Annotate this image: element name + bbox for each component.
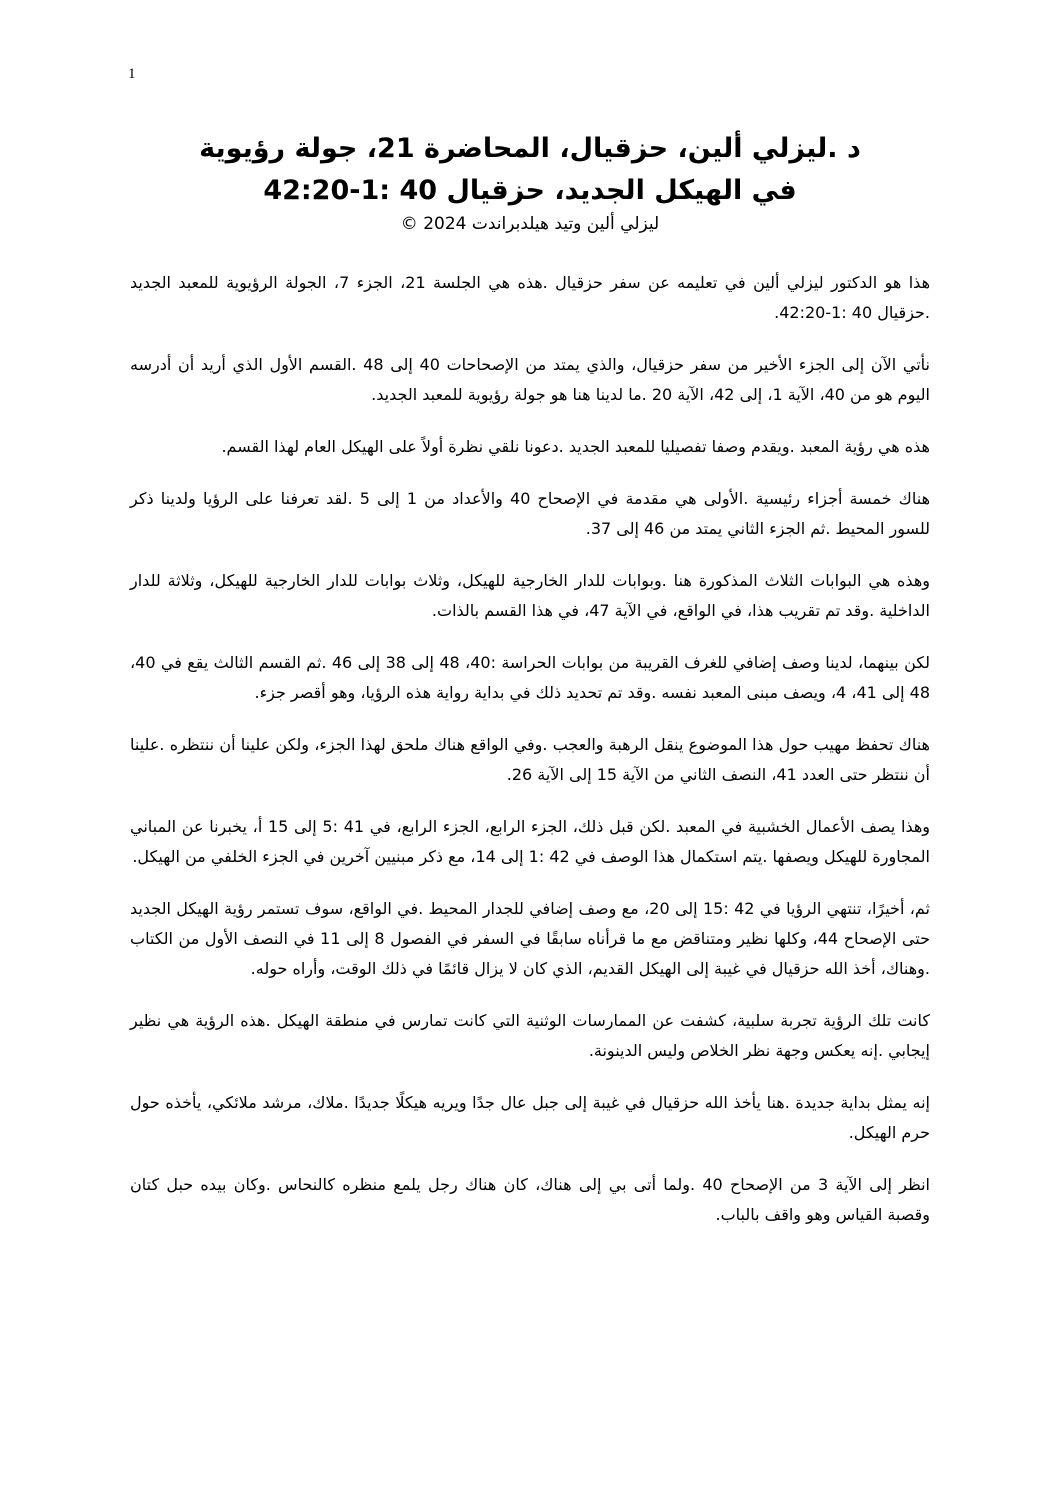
paragraph: وهذا يصف الأعمال الخشبية في المعبد .لكن قبل ذلك، الجزء الرابع، الجزء الرابع، في 41 :5 إلى 15 أ، يخبرنا عن المباني المجاورة للهيكل ويصفها .يتم استكمال هذا الوصف في 42 :1 إلى 14، مع ذكر مبنيين آخرين في الجزء الخلفي من الهيكل. <box>130 817 931 866</box>
copyright-subtitle: ليزلي ألين وتيد هيلدبراندت 2024 © <box>400 214 660 234</box>
paragraph: لكن بينهما، لدينا وصف إضافي للغرف القريبة من بوابات الحراسة :40، 48 إلى 38 إلى 46 .ثم القسم الثالث يقع في 40، 48 إلى 41، 4، ويصف مبنى المعبد نفسه .وقد تم تحديد ذلك في بداية رواية هذه الرؤيا، وهو أقصر جزء. <box>130 653 931 702</box>
paragraph: انظر إلى الآية 3 من الإصحاح 40 .ولما أتى بي إلى هناك، كان هناك رجل يلمع منظره كالنحاس .وكان بيده حبل كتان وقصبة القياس وهو واقف بالباب. <box>130 1175 931 1224</box>
paragraph: وهذه هي البوابات الثلاث المذكورة هنا .وبوابات للدار الخارجية للهيكل، وثلاث بوابات للدار الخارجية للهيكل، وثلاثة للدار الداخلية .وقد تم تقريب هذا، في الواقع، في الآية 47، في هذا القسم بالذات. <box>130 571 930 620</box>
paragraph: نأتي الآن إلى الجزء الأخير من سفر حزقيال، والذي يمتد من الإصحاحات 40 إلى 48 .القسم الأول الذي أريد أن أدرسه اليوم هو من 40، الآية 1، إلى 42، الآية 20 .ما لدينا هنا هو جولة رؤيوية للمعبد الجديد. <box>130 355 931 404</box>
document-body <box>130 268 930 1252</box>
paragraph: هذا هو الدكتور ليزلي ألين في تعليمه عن سفر حزقيال .هذه هي الجلسة 21، الجزء 7، الجولة الرؤيوية للمعبد الجديد .حزقيال 40 :1-42:20. <box>130 273 931 322</box>
paragraph: إنه يمثل بداية جديدة .هنا يأخذ الله حزقيال في غيبة إلى جبل عال جدًا ويريه هيكلًا جديدًا .ملاك، مرشد ملائكي، يأخذه حول حرم الهيكل. <box>130 1093 930 1142</box>
document-header <box>150 128 910 236</box>
page-number: 1 <box>128 66 136 82</box>
paragraph: هناك خمسة أجزاء رئيسية .الأولى هي مقدمة في الإصحاح 40 والأعداد من 1 إلى 5 .لقد تعرفنا على الرؤيا ولدينا ذكر للسور المحيط .ثم الجزء الثاني يمتد من 46 إلى 37. <box>130 489 931 538</box>
title-line-1: د .ليزلي ألين، حزقيال، المحاضرة 21، جولة رؤيوية <box>199 133 861 164</box>
title-line-2: في الهيكل الجديد، حزقيال 40 :1-42:20 <box>263 175 797 206</box>
paragraph: كانت تلك الرؤية تجربة سلبية، كشفت عن الممارسات الوثنية التي كانت تمارس في منطقة الهيكل .هذه الرؤية هي نظير إيجابي .إنه يعكس وجهة نظر الخلاص وليس الدينونة. <box>130 1011 930 1060</box>
paragraph: هناك تحفظ مهيب حول هذا الموضوع ينقل الرهبة والعجب .وفي الواقع هناك ملحق لهذا الجزء، ولكن علينا أن ننتظره .علينا أن ننتظر حتى العدد 41، النصف الثاني من الآية 15 إلى الآية 26. <box>130 735 930 784</box>
paragraph: ثم، أخيرًا، تنتهي الرؤيا في 42 :15 إلى 20، مع وصف إضافي للجدار المحيط .في الواقع، سوف تستمر رؤية الهيكل الجديد حتى الإصحاح 44، وكلها نظير ومتناقض مع ما قرأناه سابقًا في السفر في الفصول 8 إلى 11 في النصف الأول من الكتاب .وهناك، أخذ الله حزقيال في غيبة إلى الهيكل القديم، الذي كان لا يزال قائمًا في ذلك الوقت، وأراه حوله. <box>130 899 930 978</box>
paragraph: هذه هي رؤية المعبد .ويقدم وصفا تفصيليا للمعبد الجديد .دعونا نلقي نظرة أولاً على الهيكل العام لهذا القسم. <box>221 437 930 456</box>
